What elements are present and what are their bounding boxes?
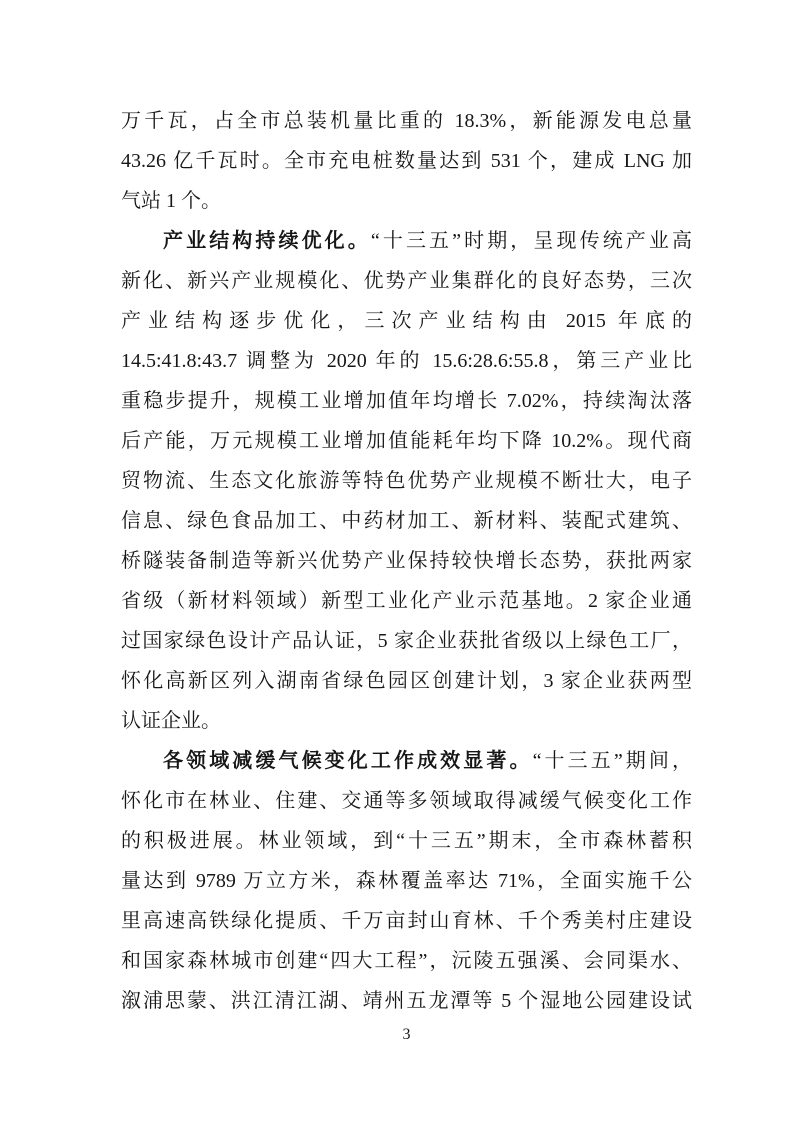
text-line [121, 181, 692, 221]
line-text: 怀化高新区列入湖南省绿色园区创建计划，3 家企业获两型 [121, 670, 692, 692]
document-body [121, 101, 692, 1021]
line-text: 新化、新兴产业规模化、优势产业集群化的良好态势，三次 [121, 270, 692, 292]
line-text: 怀化市在林业、住建、交通等多领域取得减缓气候变化工作 [121, 790, 692, 812]
line-text: “十三五”期间， [532, 750, 692, 772]
paragraph-lead-bold: 各领域减缓气候变化工作成效显著。 [163, 750, 533, 772]
text-line [121, 621, 692, 661]
text-line [121, 461, 692, 501]
paragraph-lead-bold: 产业结构持续优化。 [163, 230, 371, 252]
text-line [121, 141, 692, 181]
line-text: 过国家绿色设计产品认证，5 家企业获批省级以上绿色工厂， [121, 630, 692, 652]
line-text: 后产能，万元规模工业增加值能耗年均下降 10.2%。现代商 [121, 430, 692, 452]
line-text: 气站 1 个。 [121, 190, 221, 212]
line-text: 的积极进展。林业领域，到“十三五”期末，全市森林蓄积 [121, 830, 692, 852]
text-line [121, 381, 692, 421]
line-text: 43.26 亿千瓦时。全市充电桩数量达到 531 个，建成 LNG 加 [121, 150, 692, 172]
line-text: 贸物流、生态文化旅游等特色优势产业规模不断壮大，电子 [121, 470, 692, 492]
text-line [121, 861, 692, 901]
line-text: 产业结构逐步优化，三次产业结构由 2015 年底的 [121, 310, 692, 332]
line-text: 和国家森林城市创建“四大工程”，沅陵五强溪、会同渠水、 [121, 950, 692, 972]
text-line [121, 981, 692, 1021]
line-text: 省级（新材料领域）新型工业化产业示范基地。2 家企业通 [121, 590, 692, 612]
line-text: 14.5:41.8:43.7 调整为 2020 年的 15.6:28.6:55.8，第三产业比 [121, 350, 692, 372]
text-line [121, 221, 692, 261]
text-line [121, 541, 692, 581]
text-line [121, 821, 692, 861]
line-text: 万千瓦，占全市总装机量比重的 18.3%，新能源发电总量 [121, 110, 692, 132]
line-text: 里高速高铁绿化提质、千万亩封山育林、千个秀美村庄建设 [121, 910, 692, 932]
text-line [121, 421, 692, 461]
text-line [121, 581, 692, 621]
line-text: 量达到 9789 万立方米，森林覆盖率达 71%，全面实施千公 [121, 870, 692, 892]
text-line [121, 341, 692, 381]
text-line [121, 661, 692, 701]
line-text: 信息、绿色食品加工、中药材加工、新材料、装配式建筑、 [121, 510, 692, 532]
line-text: 桥隧装备制造等新兴优势产业保持较快增长态势，获批两家 [121, 550, 692, 572]
line-text: 认证企业。 [121, 710, 221, 732]
line-text: 溆浦思蒙、洪江清江湖、靖州五龙潭等 5 个湿地公园建设试 [121, 990, 692, 1012]
text-line [121, 941, 692, 981]
text-line [121, 741, 692, 781]
text-line [121, 701, 692, 741]
line-text: “十三五”时期，呈现传统产业高 [370, 230, 692, 252]
line-text: 重稳步提升，规模工业增加值年均增长 7.02%，持续淘汰落 [121, 390, 692, 412]
text-line [121, 501, 692, 541]
text-line [121, 301, 692, 341]
text-line [121, 261, 692, 301]
text-line [121, 101, 692, 141]
page-number: 3 [402, 1026, 411, 1043]
text-line [121, 781, 692, 821]
text-line [121, 901, 692, 941]
